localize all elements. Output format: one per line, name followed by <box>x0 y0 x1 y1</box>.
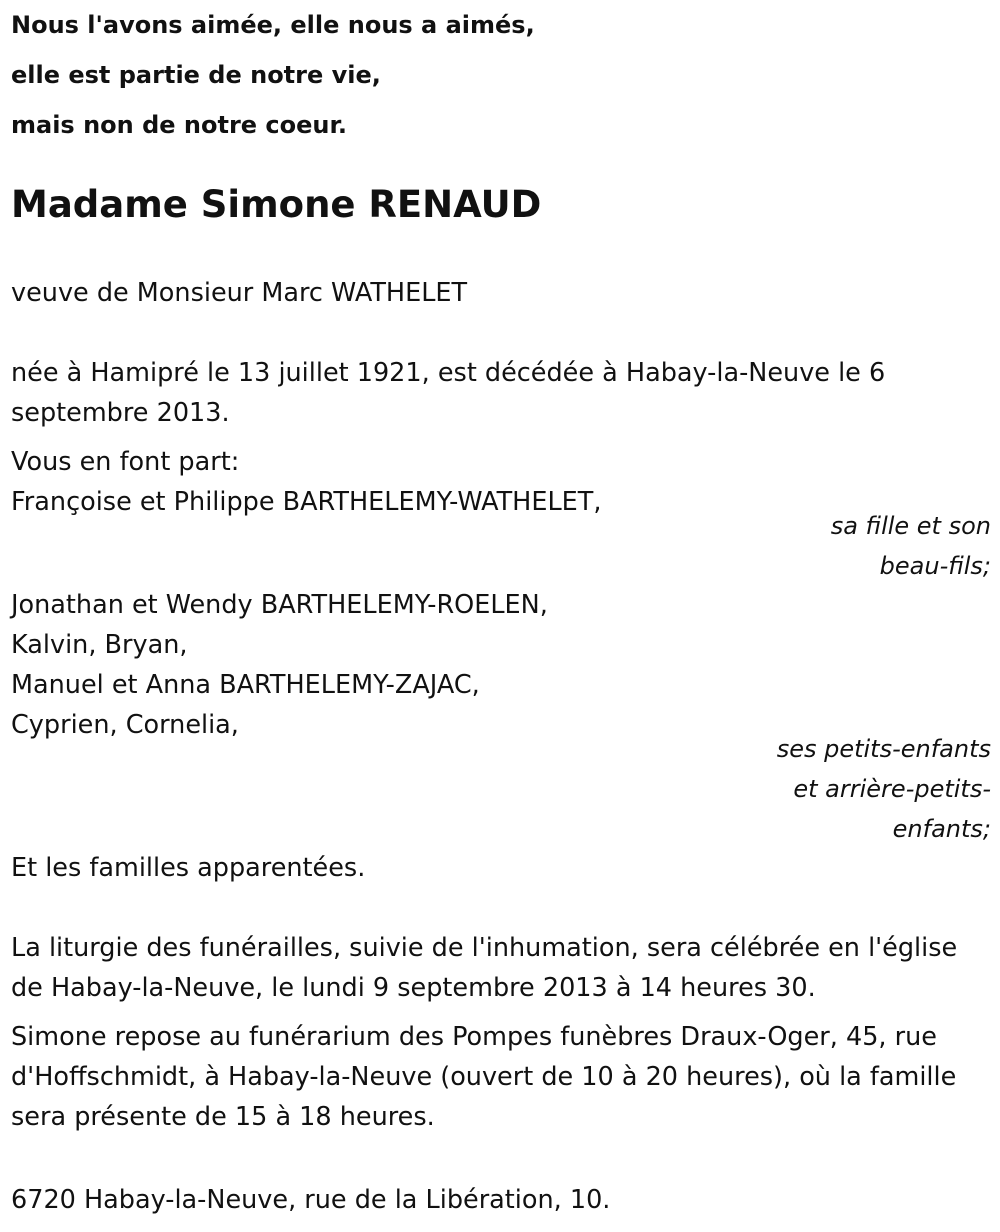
visitation-line-3: sera présente de 15 à 18 heures. <box>11 1102 435 1132</box>
family-name: Françoise et Philippe BARTHELEMY-WATHELET, <box>11 487 602 517</box>
epigraph-line-3: mais non de notre coeur. <box>11 111 348 139</box>
family-name: Manuel et Anna BARTHELEMY-ZAJAC, <box>11 670 480 700</box>
address: 6720 Habay-la-Neuve, rue de la Libération, 10. <box>11 1185 611 1215</box>
relation-label: beau-fils; <box>879 552 991 580</box>
deceased-name: Madame Simone RENAUD <box>11 183 542 226</box>
birth-death-line-2: septembre 2013. <box>11 398 230 428</box>
visitation-line-2: d'Hoffschmidt, à Habay-la-Neuve (ouvert de 10 à 20 heures), où la famille <box>11 1062 957 1092</box>
birth-death-line-1: née à Hamipré le 13 juillet 1921, est décédée à Habay-la-Neuve le 6 <box>11 358 886 388</box>
relation-label: et arrière-petits- <box>793 775 991 803</box>
visitation-line-1: Simone repose au funérarium des Pompes funèbres Draux-Oger, 45, rue <box>11 1022 937 1052</box>
relation-label: enfants; <box>892 815 991 843</box>
spouse-line: veuve de Monsieur Marc WATHELET <box>11 278 468 308</box>
funeral-line-2: de Habay-la-Neuve, le lundi 9 septembre 2013 à 14 heures 30. <box>11 973 816 1003</box>
relation-label: sa fille et son <box>830 512 991 540</box>
funeral-line-1: La liturgie des funérailles, suivie de l'inhumation, sera célébrée en l'église <box>11 933 958 963</box>
family-name: Cyprien, Cornelia, <box>11 710 239 740</box>
family-name: Jonathan et Wendy BARTHELEMY-ROELEN, <box>11 590 548 620</box>
announce-intro: Vous en font part: <box>11 447 240 477</box>
epigraph-line-2: elle est partie de notre vie, <box>11 61 381 89</box>
epigraph-line-1: Nous l'avons aimée, elle nous a aimés, <box>11 11 535 39</box>
related-families: Et les familles apparentées. <box>11 853 366 883</box>
relation-label: ses petits-enfants <box>776 735 991 763</box>
family-name: Kalvin, Bryan, <box>11 630 188 660</box>
